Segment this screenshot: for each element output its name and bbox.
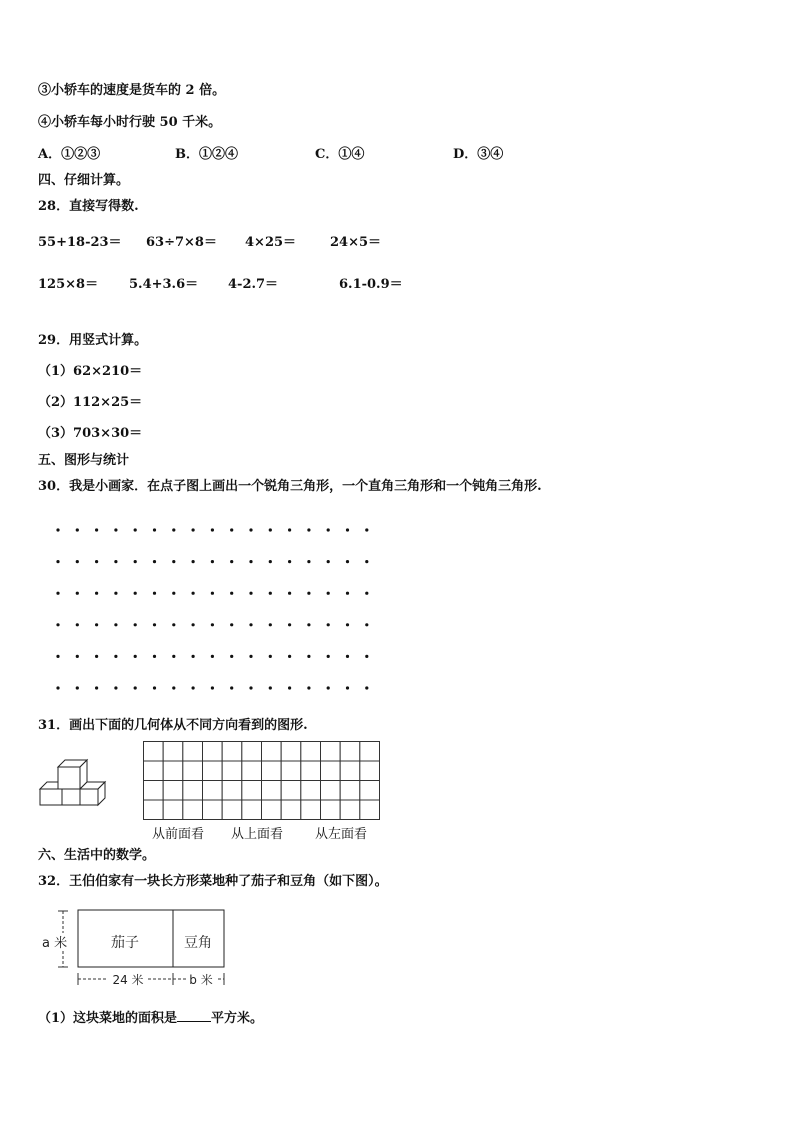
grid-dot[interactable] — [346, 655, 349, 658]
grid-cell[interactable] — [203, 800, 223, 820]
grid-dot[interactable] — [114, 560, 117, 563]
grid-cell[interactable] — [203, 781, 223, 801]
grid-dot[interactable] — [365, 686, 368, 689]
vertical-calc-item: （1）62×210＝ — [38, 364, 143, 379]
calc-item: 63÷7×8＝ — [146, 235, 217, 250]
grid-dot[interactable] — [365, 592, 368, 595]
grid-dot[interactable] — [249, 623, 252, 626]
grid-dot[interactable] — [230, 686, 233, 689]
grid-dot[interactable] — [76, 560, 79, 563]
calc-item: 125×8＝ — [38, 277, 99, 292]
grid-dot[interactable] — [56, 686, 59, 689]
grid-dot[interactable] — [249, 655, 252, 658]
grid-dot[interactable] — [307, 592, 310, 595]
grid-dot[interactable] — [153, 560, 156, 563]
grid-cell[interactable] — [242, 742, 262, 762]
grid-dot[interactable] — [327, 686, 330, 689]
grid-dot[interactable] — [76, 686, 79, 689]
grid-cell[interactable] — [144, 761, 164, 781]
grid-dot[interactable] — [211, 560, 214, 563]
grid-dot[interactable] — [327, 623, 330, 626]
option-statement-4: ④小轿车每小时行驶 50 千米。 — [38, 115, 222, 130]
grid-cell[interactable] — [222, 761, 242, 781]
vertical-calc-item: （3）703×30＝ — [38, 426, 143, 441]
grid-cell[interactable] — [301, 800, 321, 820]
grid-cell[interactable] — [301, 761, 321, 781]
grid-cell[interactable] — [360, 781, 380, 801]
grid-dot[interactable] — [95, 655, 98, 658]
grid-cell[interactable] — [262, 800, 282, 820]
grid-dot[interactable] — [249, 686, 252, 689]
view-label-top: 从上面看 — [231, 827, 284, 842]
sub1-text-after: 平方米。 — [211, 1011, 264, 1026]
grid-cell[interactable] — [163, 761, 183, 781]
grid-dot[interactable] — [134, 592, 137, 595]
grid-cell[interactable] — [262, 742, 282, 762]
grid-cell[interactable] — [163, 800, 183, 820]
grid-cell[interactable] — [222, 781, 242, 801]
grid-dot[interactable] — [230, 560, 233, 563]
grid-cell[interactable] — [340, 761, 360, 781]
grid-cell[interactable] — [281, 761, 301, 781]
grid-dot[interactable] — [192, 528, 195, 531]
grid-dot[interactable] — [95, 592, 98, 595]
calc-item: 5.4+3.6＝ — [129, 277, 199, 292]
grid-dot[interactable] — [192, 686, 195, 689]
grid-dot[interactable] — [192, 655, 195, 658]
view-grid[interactable] — [143, 741, 383, 823]
grid-dot[interactable] — [134, 528, 137, 531]
section-title-6: 六、生活中的数学。 — [38, 848, 156, 863]
grid-cell[interactable] — [242, 761, 262, 781]
grid-cell[interactable] — [340, 742, 360, 762]
height-label: a 米 — [42, 936, 68, 951]
grid-dot[interactable] — [153, 623, 156, 626]
grid-dot[interactable] — [307, 528, 310, 531]
grid-dot[interactable] — [153, 655, 156, 658]
grid-dot[interactable] — [307, 655, 310, 658]
grid-dot[interactable] — [307, 686, 310, 689]
grid-dot[interactable] — [95, 623, 98, 626]
grid-dot[interactable] — [327, 560, 330, 563]
grid-cell[interactable] — [360, 742, 380, 762]
grid-dot[interactable] — [211, 592, 214, 595]
grid-cell[interactable] — [281, 781, 301, 801]
grid-dot[interactable] — [249, 560, 252, 563]
grid-cell[interactable] — [222, 800, 242, 820]
grid-cell[interactable] — [301, 781, 321, 801]
grid-dot[interactable] — [211, 686, 214, 689]
grid-cell[interactable] — [340, 781, 360, 801]
grid-cell[interactable] — [203, 761, 223, 781]
grid-dot[interactable] — [95, 528, 98, 531]
grid-dot[interactable] — [288, 686, 291, 689]
grid-dot[interactable] — [134, 655, 137, 658]
grid-dot[interactable] — [114, 623, 117, 626]
question-28-prompt: 28．直接写得数. — [38, 199, 139, 214]
grid-dot[interactable] — [307, 623, 310, 626]
grid-dot[interactable] — [172, 655, 175, 658]
grid-dot[interactable] — [192, 623, 195, 626]
grid-cell[interactable] — [281, 800, 301, 820]
grid-dot[interactable] — [172, 686, 175, 689]
grid-cell[interactable] — [321, 800, 341, 820]
grid-dot[interactable] — [76, 623, 79, 626]
grid-dot[interactable] — [327, 592, 330, 595]
vertical-calc-item: （2）112×25＝ — [38, 395, 143, 410]
sub1-text-before: （1）这块菜地的面积是 — [38, 1011, 178, 1026]
grid-cell[interactable] — [321, 742, 341, 762]
section-title-5: 五、图形与统计 — [38, 453, 130, 468]
grid-dot[interactable] — [192, 560, 195, 563]
dot-grid[interactable] — [50, 518, 390, 698]
grid-cell[interactable] — [340, 800, 360, 820]
grid-dot[interactable] — [114, 528, 117, 531]
grid-dot[interactable] — [346, 560, 349, 563]
grid-dot[interactable] — [172, 560, 175, 563]
calc-item: 6.1-0.9＝ — [339, 277, 403, 292]
cube-solid-figure — [36, 756, 116, 816]
vegetable-plot-diagram — [38, 905, 238, 995]
calc-item: 55+18-23＝ — [38, 235, 122, 250]
grid-dot[interactable] — [114, 686, 117, 689]
grid-dot[interactable] — [76, 592, 79, 595]
grid-cell[interactable] — [242, 781, 262, 801]
grid-dot[interactable] — [95, 560, 98, 563]
view-label-front: 从前面看 — [152, 827, 205, 842]
grid-dot[interactable] — [172, 528, 175, 531]
choice-a: A．①②③ — [38, 147, 101, 162]
grid-cell[interactable] — [183, 800, 203, 820]
area-answer-blank[interactable] — [177, 1009, 211, 1022]
grid-cell[interactable] — [144, 800, 164, 820]
grid-dot[interactable] — [346, 528, 349, 531]
grid-cell[interactable] — [360, 761, 380, 781]
grid-dot[interactable] — [56, 592, 59, 595]
grid-cell[interactable] — [222, 742, 242, 762]
grid-dot[interactable] — [134, 686, 137, 689]
grid-cell[interactable] — [163, 781, 183, 801]
grid-dot[interactable] — [56, 655, 59, 658]
grid-cell[interactable] — [321, 781, 341, 801]
grid-dot[interactable] — [230, 655, 233, 658]
beans-label: 豆角 — [184, 935, 212, 951]
grid-cell[interactable] — [262, 761, 282, 781]
grid-dot[interactable] — [95, 686, 98, 689]
width-24-label: 24 米 — [112, 973, 144, 987]
grid-dot[interactable] — [134, 560, 137, 563]
grid-dot[interactable] — [134, 623, 137, 626]
view-label-left: 从左面看 — [315, 827, 368, 842]
grid-dot[interactable] — [288, 560, 291, 563]
grid-cell[interactable] — [163, 742, 183, 762]
grid-dot[interactable] — [76, 655, 79, 658]
grid-dot[interactable] — [211, 655, 214, 658]
grid-cell[interactable] — [183, 742, 203, 762]
grid-dot[interactable] — [114, 655, 117, 658]
question-32-sub1 — [38, 1009, 263, 1028]
eggplant-label: 茄子 — [111, 935, 139, 951]
grid-dot[interactable] — [153, 686, 156, 689]
grid-dot[interactable] — [269, 655, 272, 658]
option-statement-3: ③小轿车的速度是货车的 2 倍。 — [38, 83, 226, 98]
grid-dot[interactable] — [288, 655, 291, 658]
choice-b: B．①②④ — [175, 147, 238, 162]
grid-dot[interactable] — [249, 592, 252, 595]
grid-dot[interactable] — [365, 623, 368, 626]
grid-dot[interactable] — [346, 686, 349, 689]
grid-dot[interactable] — [153, 528, 156, 531]
grid-dot[interactable] — [346, 592, 349, 595]
grid-dot[interactable] — [346, 623, 349, 626]
grid-dot[interactable] — [365, 528, 368, 531]
grid-dot[interactable] — [288, 528, 291, 531]
grid-cell[interactable] — [242, 800, 262, 820]
grid-dot[interactable] — [211, 623, 214, 626]
grid-dot[interactable] — [114, 592, 117, 595]
grid-dot[interactable] — [56, 560, 59, 563]
calc-item: 4×25＝ — [245, 235, 297, 250]
grid-cell[interactable] — [281, 742, 301, 762]
grid-cell[interactable] — [301, 742, 321, 762]
grid-cell[interactable] — [144, 742, 164, 762]
question-31-prompt: 31．画出下面的几何体从不同方向看到的图形. — [38, 718, 308, 733]
grid-dot[interactable] — [211, 528, 214, 531]
grid-dot[interactable] — [153, 592, 156, 595]
calc-item: 24×5＝ — [330, 235, 382, 250]
grid-cell[interactable] — [360, 800, 380, 820]
grid-dot[interactable] — [365, 560, 368, 563]
grid-dot[interactable] — [230, 623, 233, 626]
question-29-prompt: 29．用竖式计算。 — [38, 333, 148, 348]
grid-dot[interactable] — [327, 655, 330, 658]
grid-dot[interactable] — [307, 560, 310, 563]
grid-dot[interactable] — [365, 655, 368, 658]
grid-dot[interactable] — [172, 623, 175, 626]
grid-dot[interactable] — [269, 560, 272, 563]
question-30-prompt: 30．我是小画家．在点子图上画出一个锐角三角形，一个直角三角形和一个钝角三角形. — [38, 479, 542, 494]
grid-dot[interactable] — [269, 528, 272, 531]
grid-dot[interactable] — [269, 623, 272, 626]
grid-dot[interactable] — [56, 623, 59, 626]
grid-cell[interactable] — [183, 761, 203, 781]
grid-dot[interactable] — [172, 592, 175, 595]
grid-cell[interactable] — [262, 781, 282, 801]
grid-dot[interactable] — [230, 528, 233, 531]
width-b-label: b 米 — [189, 973, 213, 987]
section-title-4: 四、仔细计算。 — [38, 173, 130, 188]
grid-cell[interactable] — [321, 761, 341, 781]
grid-dot[interactable] — [327, 528, 330, 531]
grid-cell[interactable] — [183, 781, 203, 801]
grid-cell[interactable] — [144, 781, 164, 801]
question-32-prompt: 32．王伯伯家有一块长方形菜地种了茄子和豆角（如下图）。 — [38, 874, 388, 889]
grid-dot[interactable] — [76, 528, 79, 531]
calc-item: 4-2.7＝ — [228, 277, 279, 292]
grid-cell[interactable] — [203, 742, 223, 762]
grid-dot[interactable] — [56, 528, 59, 531]
grid-dot[interactable] — [288, 592, 291, 595]
grid-dot[interactable] — [288, 623, 291, 626]
grid-dot[interactable] — [269, 592, 272, 595]
choice-d: D．③④ — [453, 147, 504, 162]
grid-dot[interactable] — [269, 686, 272, 689]
grid-dot[interactable] — [230, 592, 233, 595]
grid-dot[interactable] — [192, 592, 195, 595]
choice-c: C．①④ — [315, 147, 365, 162]
grid-dot[interactable] — [249, 528, 252, 531]
